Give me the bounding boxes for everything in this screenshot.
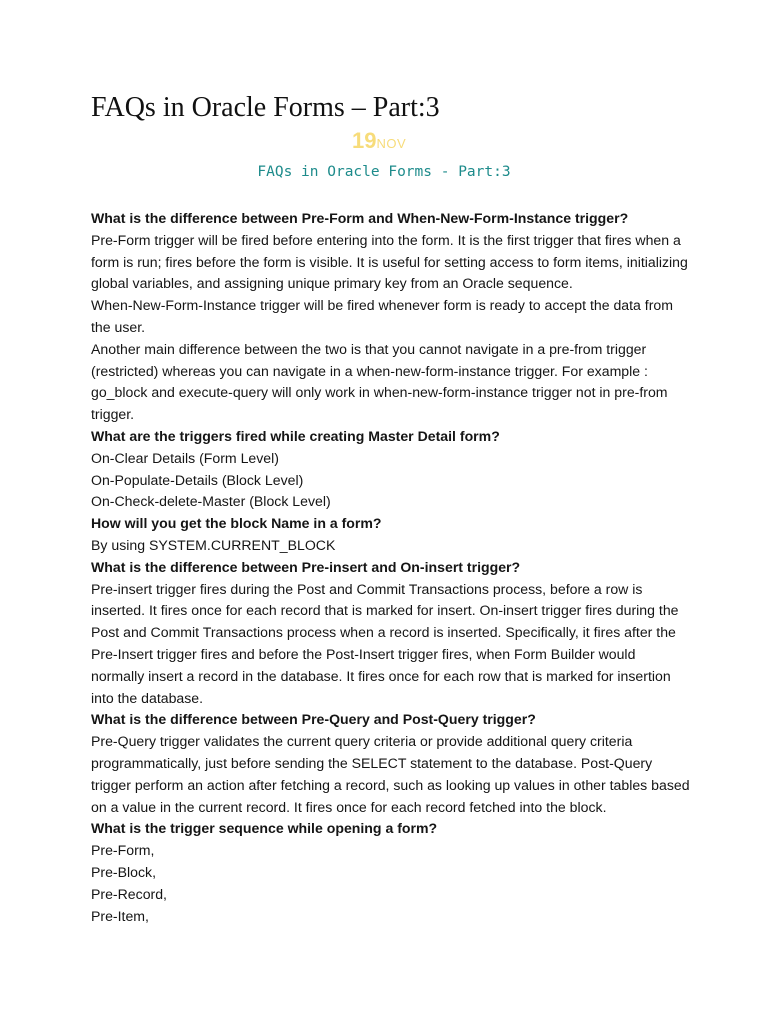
faq-answer-line: When-New-Form-Instance trigger will be fired whenever form is ready to accept the data from	[91, 297, 673, 314]
faq-question: What is the difference between Pre-insert and On-insert trigger?	[91, 558, 521, 575]
faq-answer-line: normally insert a record in the database. It fires once for each row that is marked for insertion	[91, 667, 671, 684]
faq-answer-line: on a value in the current record. It fires once for each record fetched into the block.	[91, 798, 607, 815]
faq-answer-line: Pre-Form trigger will be fired before entering into the form. It is the first trigger that fires when a	[91, 231, 681, 248]
faq-answer-line: form is run; fires before the form is visible. It is useful for setting access to form items, initializing	[91, 253, 688, 270]
faq-question: What is the difference between Pre-Form and When-New-Form-Instance trigger?	[91, 210, 629, 226]
faq-answer-line: the user.	[91, 318, 146, 335]
faq-answer-line: Pre-Query trigger validates the current query criteria or provide additional query criteria	[91, 733, 633, 750]
faq-answer-line: (restricted) whereas you can navigate in a when-new-form-instance trigger. For example :	[91, 362, 648, 379]
faq-question: What is the trigger sequence while opening a form?	[91, 820, 438, 837]
faq-answer-line: Pre-Block,	[91, 863, 157, 880]
post-date-badge	[352, 128, 406, 154]
faq-answer-line: go_block and execute-query will only work in when-new-form-instance trigger not in pre-from	[91, 384, 668, 401]
faq-question: How will you get the block Name in a form?	[91, 515, 382, 532]
faq-answer-line: On-Clear Details (Form Level)	[91, 449, 279, 466]
post-date-day: 19	[352, 128, 377, 153]
faq-answer-line: into the database.	[91, 689, 204, 706]
faq-answer-line: On-Check-delete-Master (Block Level)	[91, 493, 331, 510]
faq-answer-line: Pre-Item,	[91, 907, 149, 924]
post-date-month: NOV	[376, 136, 407, 151]
faq-answer-line: On-Populate-Details (Block Level)	[91, 471, 304, 488]
faq-answer-line: programmatically, just before sending the SELECT statement to the database. Post-Query	[91, 754, 653, 771]
faq-answer-line: trigger.	[91, 406, 135, 423]
document-title: FAQs in Oracle Forms – Part:3	[91, 92, 440, 123]
faq-answer-line: Pre-Insert trigger fires and before the Post-Insert trigger fires, when Form Builder would	[91, 645, 636, 662]
faq-question: What is the difference between Pre-Query and Post-Query trigger?	[91, 711, 536, 728]
faq-answer-line: global variables, and assigning unique primary key from an Oracle sequence.	[91, 275, 573, 292]
faq-answer-line: Another main difference between the two is that you cannot navigate in a pre-from trigger	[91, 340, 647, 357]
faq-answer-line: Pre-Record,	[91, 885, 167, 902]
faq-question: What are the triggers fired while creating Master Detail form?	[91, 427, 500, 444]
faq-answer-line: By using SYSTEM.CURRENT_BLOCK	[91, 536, 336, 553]
faq-answer-line: trigger perform an action after fetching a record, such as looking up values in other tables based	[91, 776, 690, 793]
faq-answer-line: Post and Commit Transactions process when a record is inserted. Specifically, it fires after the	[91, 624, 676, 641]
faq-answer-line: inserted. It fires once for each record that is marked for insert. On-insert trigger fires during the	[91, 602, 679, 619]
faq-answer-line: Pre-insert trigger fires during the Post and Commit Transactions process, before a row is	[91, 580, 643, 597]
faq-answer-line: Pre-Form,	[91, 842, 155, 859]
faq-content	[91, 208, 691, 927]
post-title-link[interactable]: FAQs in Oracle Forms - Part:3	[257, 164, 511, 180]
